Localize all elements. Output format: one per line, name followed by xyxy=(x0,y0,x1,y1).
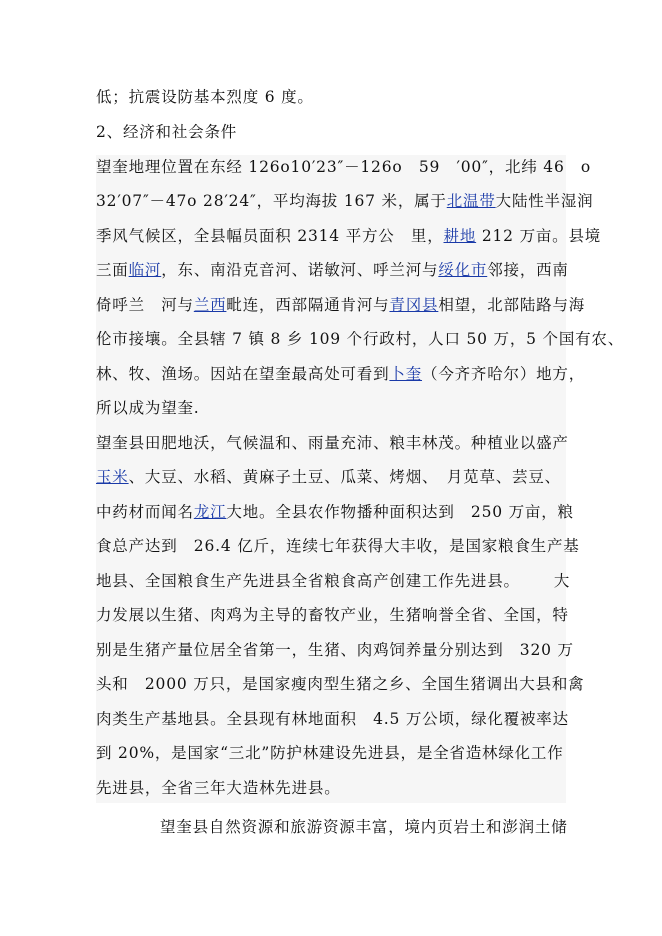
link-qinggang[interactable]: 青冈县 xyxy=(389,296,439,314)
link-beiwendai[interactable]: 北温带 xyxy=(446,192,496,210)
text-line: 食总产达到 26.4 亿斤，连续七年获得大丰收，是国家粮食生产基 xyxy=(96,537,580,555)
link-gengdi[interactable]: 耕地 xyxy=(443,227,477,245)
text-line: 别是生猪产量位居全省第一，生猪、肉鸡饲养量分别达到 320 万 xyxy=(96,641,574,659)
text-line: 望奎地理位置在东经 126o10′23″－126o 59 ′00″，北纬 46 o xyxy=(96,158,592,176)
link-suihua[interactable]: 绥化市 xyxy=(438,261,488,279)
paragraph-start: 望奎县自然资源和旅游资源丰富，境内页岩土和澎润土储 xyxy=(160,818,568,836)
link-yumi[interactable]: 玉米 xyxy=(96,468,129,486)
text-line: 所以成为望奎. xyxy=(96,399,200,417)
link-linhe[interactable]: 临河 xyxy=(128,261,162,279)
text-line: 伦市接壤。全县辖 7 镇 8 乡 109 个行政村，人口 50 万，5 个国有农、 xyxy=(96,330,625,348)
text-line: 林、牧、渔场。因站在望奎最高处可看到卜奎（今齐齐哈尔）地方， xyxy=(96,365,586,383)
section-heading: 2、经济和社会条件 xyxy=(96,123,238,141)
text-line: 头和 2000 万只，是国家瘦肉型生猪之乡、全国生猪调出大县和禽 xyxy=(96,675,585,693)
text-line: 中药材而闻名龙江大地。全县农作物播种面积达到 250 万亩，粮 xyxy=(96,503,574,521)
text-line: 先进县，全省三年大造林先进县。 xyxy=(96,779,341,797)
text-line: 望奎县田肥地沃，气候温和、雨量充沛、粮丰林茂。种植业以盛产 xyxy=(96,434,569,452)
text-line: 低；抗震设防基本烈度 6 度。 xyxy=(96,88,314,106)
text-line: 32′07″－47o 28′24″，平均海拔 167 米，属于北温带大陆性半湿润 xyxy=(96,192,594,210)
text-line: 肉类生产基地县。全县现有林地面积 4.5 万公顷，绿化覆被率达 xyxy=(96,710,569,728)
link-lanxi[interactable]: 兰西 xyxy=(193,296,227,314)
text-line: 玉米、大豆、水稻、黄麻子土豆、瓜菜、烤烟、 月苋草、芸豆、 xyxy=(96,468,561,486)
text-line: 三面临河，东、南沿克音河、诺敏河、呼兰河与绥化市邻接，西南 xyxy=(96,261,569,279)
text-line: 到 20%，是国家“三北”防护林建设先进县，是全省造林绿化工作 xyxy=(96,744,564,762)
link-bukui[interactable]: 卜奎 xyxy=(389,365,423,383)
text-line: 倚呼兰 河与兰西毗连，西部隔通肯河与青冈县相望，北部陆路与海 xyxy=(96,296,586,314)
text-line: 季风气候区，全县幅员面积 2314 平方公 里，耕地 212 万亩。县境 xyxy=(96,227,602,245)
link-longjiang[interactable]: 龙江 xyxy=(193,503,227,521)
text-line: 力发展以生猪、肉鸡为主导的畜牧产业，生猪响誉全省、全国，特 xyxy=(96,606,569,624)
text-line: 地县、全国粮食生产先进县全省粮食高产创建工作先进县。 大 xyxy=(96,572,571,590)
